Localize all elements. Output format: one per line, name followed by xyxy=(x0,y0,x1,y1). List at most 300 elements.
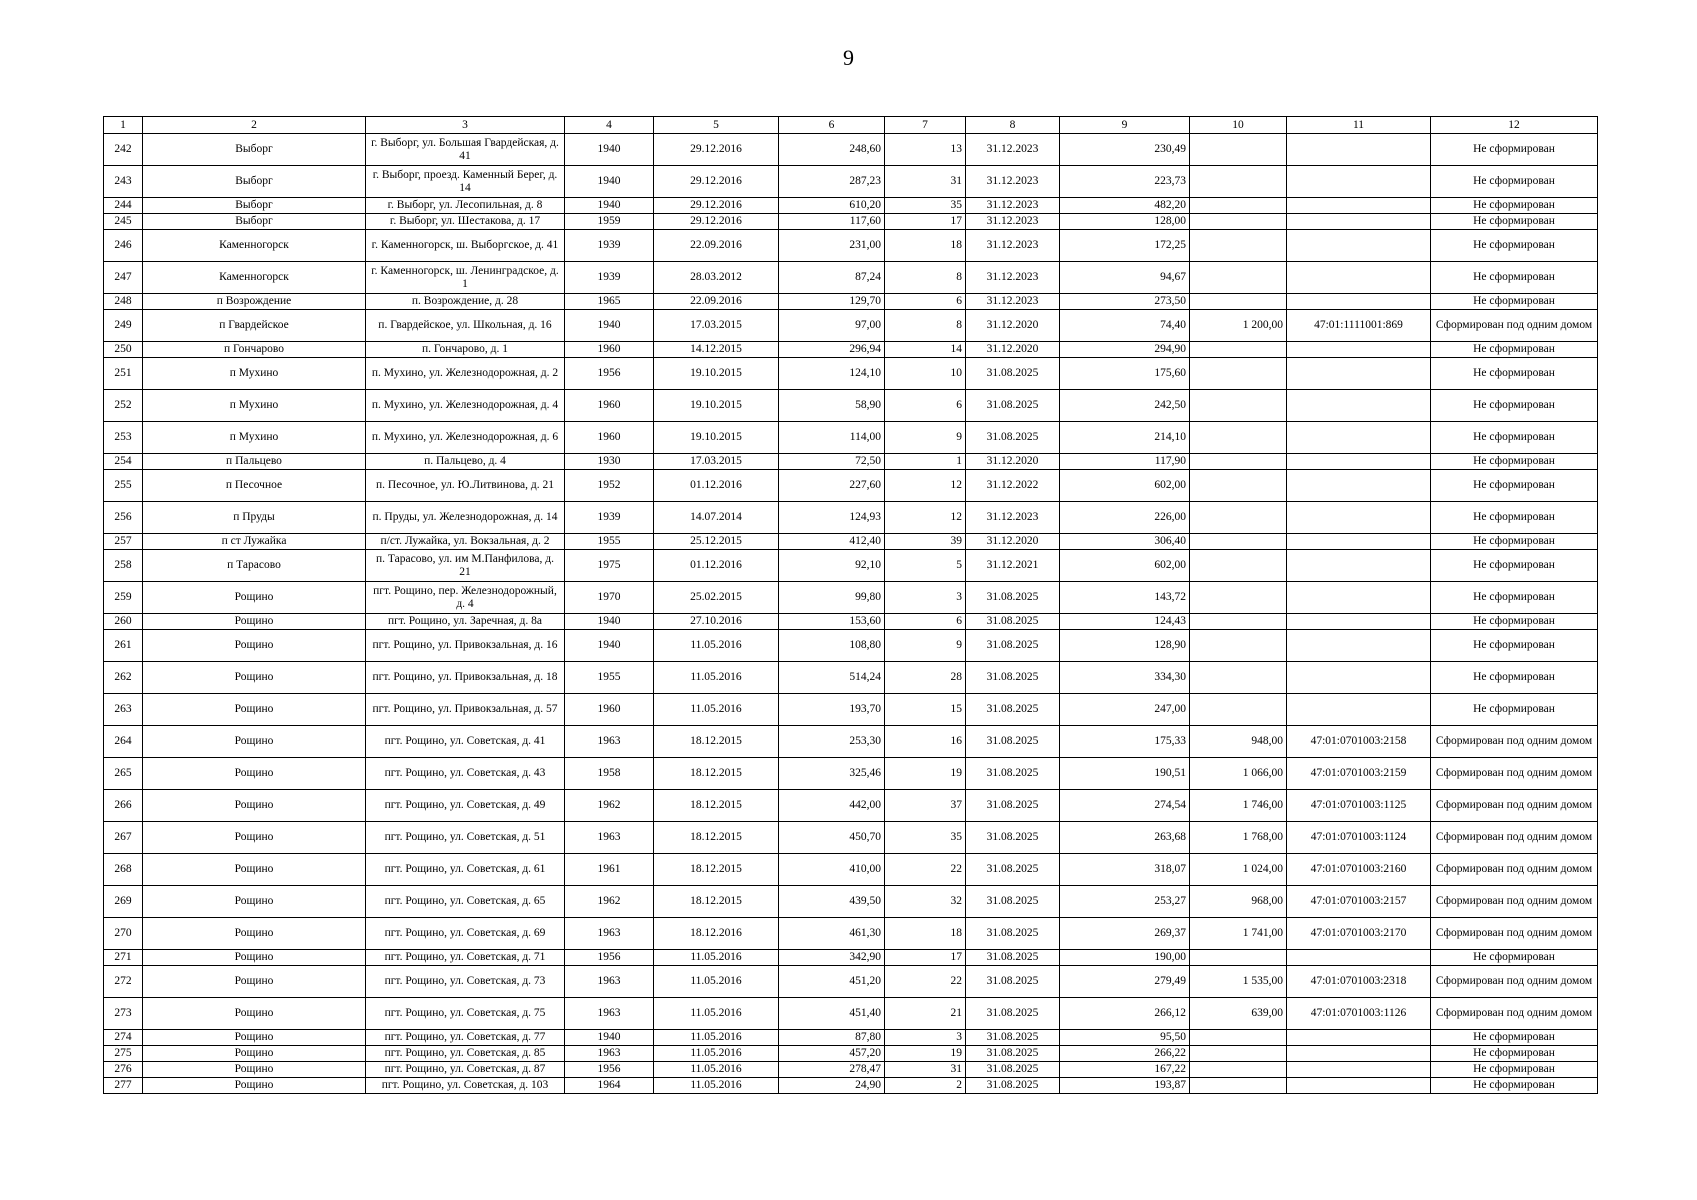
land-area-cell xyxy=(1190,358,1287,390)
locality-cell: п Мухино xyxy=(143,358,366,390)
land-status-cell: Сформирован под одним домом xyxy=(1431,790,1598,822)
planned-date-cell: 31.08.2025 xyxy=(966,582,1060,614)
area-cell: 278,47 xyxy=(779,1062,885,1078)
residents-count-cell: 8 xyxy=(885,310,966,342)
value-cell: 482,20 xyxy=(1060,198,1190,214)
recognition-date-cell: 11.05.2016 xyxy=(654,630,779,662)
planned-date-cell: 31.08.2025 xyxy=(966,822,1060,854)
value-cell: 117,90 xyxy=(1060,454,1190,470)
locality-cell: Рощино xyxy=(143,1062,366,1078)
column-header: 5 xyxy=(654,117,779,134)
land-area-cell: 948,00 xyxy=(1190,726,1287,758)
year-built-cell: 1955 xyxy=(565,534,654,550)
land-status-cell: Не сформирован xyxy=(1431,534,1598,550)
land-area-cell: 639,00 xyxy=(1190,998,1287,1030)
locality-cell: Каменногорск xyxy=(143,230,366,262)
value-cell: 279,49 xyxy=(1060,966,1190,998)
year-built-cell: 1940 xyxy=(565,1030,654,1046)
area-cell: 248,60 xyxy=(779,134,885,166)
land-status-cell: Не сформирован xyxy=(1431,166,1598,198)
table-row xyxy=(104,550,1598,582)
locality-cell: Рощино xyxy=(143,630,366,662)
table-row xyxy=(104,422,1598,454)
locality-cell: п Песочное xyxy=(143,470,366,502)
value-cell: 74,40 xyxy=(1060,310,1190,342)
recognition-date-cell: 18.12.2015 xyxy=(654,822,779,854)
recognition-date-cell: 18.12.2015 xyxy=(654,726,779,758)
planned-date-cell: 31.12.2023 xyxy=(966,166,1060,198)
column-header: 10 xyxy=(1190,117,1287,134)
table-row xyxy=(104,1062,1598,1078)
year-built-cell: 1956 xyxy=(565,1062,654,1078)
land-status-cell: Не сформирован xyxy=(1431,470,1598,502)
recognition-date-cell: 28.03.2012 xyxy=(654,262,779,294)
row-number-cell: 248 xyxy=(104,294,143,310)
table-row xyxy=(104,230,1598,262)
land-area-cell: 1 768,00 xyxy=(1190,822,1287,854)
locality-cell: Рощино xyxy=(143,614,366,630)
table-row xyxy=(104,966,1598,998)
land-status-cell: Не сформирован xyxy=(1431,582,1598,614)
planned-date-cell: 31.08.2025 xyxy=(966,886,1060,918)
land-area-cell xyxy=(1190,534,1287,550)
cadastral-number-cell xyxy=(1287,230,1431,262)
locality-cell: Выборг xyxy=(143,198,366,214)
address-cell: г. Каменногорск, ш. Выборгское, д. 41 xyxy=(366,230,565,262)
cadastral-number-cell: 47:01:0701003:2170 xyxy=(1287,918,1431,950)
locality-cell: Рощино xyxy=(143,1046,366,1062)
residents-count-cell: 31 xyxy=(885,1062,966,1078)
locality-cell: Рощино xyxy=(143,582,366,614)
value-cell: 230,49 xyxy=(1060,134,1190,166)
cadastral-number-cell xyxy=(1287,358,1431,390)
cadastral-number-cell: 47:01:1111001:869 xyxy=(1287,310,1431,342)
table-row xyxy=(104,470,1598,502)
land-area-cell xyxy=(1190,502,1287,534)
locality-cell: Рощино xyxy=(143,918,366,950)
planned-date-cell: 31.12.2020 xyxy=(966,342,1060,358)
land-area-cell: 1 535,00 xyxy=(1190,966,1287,998)
land-status-cell: Не сформирован xyxy=(1431,950,1598,966)
planned-date-cell: 31.12.2020 xyxy=(966,534,1060,550)
table-row xyxy=(104,1030,1598,1046)
recognition-date-cell: 29.12.2016 xyxy=(654,134,779,166)
recognition-date-cell: 18.12.2015 xyxy=(654,790,779,822)
area-cell: 325,46 xyxy=(779,758,885,790)
recognition-date-cell: 01.12.2016 xyxy=(654,470,779,502)
address-cell: пгт. Рощино, ул. Советская, д. 77 xyxy=(366,1030,565,1046)
address-cell: пгт. Рощино, ул. Советская, д. 43 xyxy=(366,758,565,790)
land-area-cell xyxy=(1190,550,1287,582)
recognition-date-cell: 14.07.2014 xyxy=(654,502,779,534)
residents-count-cell: 19 xyxy=(885,1046,966,1062)
table-row xyxy=(104,726,1598,758)
planned-date-cell: 31.08.2025 xyxy=(966,950,1060,966)
residents-count-cell: 9 xyxy=(885,422,966,454)
locality-cell: п ст Лужайка xyxy=(143,534,366,550)
value-cell: 95,50 xyxy=(1060,1030,1190,1046)
address-cell: пгт. Рощино, ул. Советская, д. 71 xyxy=(366,950,565,966)
cadastral-number-cell xyxy=(1287,950,1431,966)
land-status-cell: Не сформирован xyxy=(1431,694,1598,726)
value-cell: 143,72 xyxy=(1060,582,1190,614)
housing-registry-table xyxy=(103,116,1598,1094)
address-cell: пгт. Рощино, ул. Советская, д. 69 xyxy=(366,918,565,950)
land-area-cell: 1 066,00 xyxy=(1190,758,1287,790)
residents-count-cell: 18 xyxy=(885,230,966,262)
residents-count-cell: 17 xyxy=(885,950,966,966)
column-header-row xyxy=(104,117,1598,134)
row-number-cell: 258 xyxy=(104,550,143,582)
land-status-cell: Сформирован под одним домом xyxy=(1431,310,1598,342)
land-area-cell xyxy=(1190,230,1287,262)
locality-cell: Рощино xyxy=(143,822,366,854)
value-cell: 263,68 xyxy=(1060,822,1190,854)
area-cell: 296,94 xyxy=(779,342,885,358)
land-status-cell: Не сформирован xyxy=(1431,134,1598,166)
table-row xyxy=(104,214,1598,230)
address-cell: пгт. Рощино, ул. Советская, д. 41 xyxy=(366,726,565,758)
residents-count-cell: 32 xyxy=(885,886,966,918)
area-cell: 253,30 xyxy=(779,726,885,758)
row-number-cell: 245 xyxy=(104,214,143,230)
land-status-cell: Не сформирован xyxy=(1431,230,1598,262)
cadastral-number-cell xyxy=(1287,1078,1431,1094)
residents-count-cell: 2 xyxy=(885,1078,966,1094)
column-header: 6 xyxy=(779,117,885,134)
table-body xyxy=(104,134,1598,1094)
value-cell: 167,22 xyxy=(1060,1062,1190,1078)
value-cell: 190,51 xyxy=(1060,758,1190,790)
row-number-cell: 275 xyxy=(104,1046,143,1062)
locality-cell: Выборг xyxy=(143,214,366,230)
row-number-cell: 263 xyxy=(104,694,143,726)
table-row xyxy=(104,454,1598,470)
year-built-cell: 1955 xyxy=(565,662,654,694)
land-area-cell xyxy=(1190,134,1287,166)
year-built-cell: 1960 xyxy=(565,390,654,422)
value-cell: 269,37 xyxy=(1060,918,1190,950)
address-cell: г. Выборг, ул. Шестакова, д. 17 xyxy=(366,214,565,230)
row-number-cell: 249 xyxy=(104,310,143,342)
area-cell: 227,60 xyxy=(779,470,885,502)
locality-cell: Каменногорск xyxy=(143,262,366,294)
land-status-cell: Не сформирован xyxy=(1431,1062,1598,1078)
cadastral-number-cell xyxy=(1287,342,1431,358)
value-cell: 193,87 xyxy=(1060,1078,1190,1094)
land-status-cell: Сформирован под одним домом xyxy=(1431,918,1598,950)
land-area-cell xyxy=(1190,294,1287,310)
land-area-cell xyxy=(1190,1078,1287,1094)
table-row xyxy=(104,614,1598,630)
area-cell: 287,23 xyxy=(779,166,885,198)
year-built-cell: 1940 xyxy=(565,198,654,214)
planned-date-cell: 31.12.2023 xyxy=(966,502,1060,534)
recognition-date-cell: 11.05.2016 xyxy=(654,966,779,998)
address-cell: г. Выборг, ул. Большая Гвардейская, д. 41 xyxy=(366,134,565,166)
planned-date-cell: 31.08.2025 xyxy=(966,390,1060,422)
year-built-cell: 1975 xyxy=(565,550,654,582)
recognition-date-cell: 27.10.2016 xyxy=(654,614,779,630)
locality-cell: п Гончарово xyxy=(143,342,366,358)
area-cell: 72,50 xyxy=(779,454,885,470)
cadastral-number-cell: 47:01:0701003:1126 xyxy=(1287,998,1431,1030)
land-status-cell: Сформирован под одним домом xyxy=(1431,854,1598,886)
page-number: 9 xyxy=(843,45,854,70)
land-area-cell xyxy=(1190,342,1287,358)
land-status-cell: Сформирован под одним домом xyxy=(1431,998,1598,1030)
year-built-cell: 1963 xyxy=(565,918,654,950)
value-cell: 128,00 xyxy=(1060,214,1190,230)
row-number-cell: 259 xyxy=(104,582,143,614)
row-number-cell: 254 xyxy=(104,454,143,470)
table-row xyxy=(104,1046,1598,1062)
area-cell: 193,70 xyxy=(779,694,885,726)
area-cell: 124,10 xyxy=(779,358,885,390)
area-cell: 461,30 xyxy=(779,918,885,950)
row-number-cell: 252 xyxy=(104,390,143,422)
planned-date-cell: 31.08.2025 xyxy=(966,758,1060,790)
row-number-cell: 274 xyxy=(104,1030,143,1046)
address-cell: пгт. Рощино, ул. Привокзальная, д. 57 xyxy=(366,694,565,726)
value-cell: 214,10 xyxy=(1060,422,1190,454)
year-built-cell: 1956 xyxy=(565,950,654,966)
land-area-cell xyxy=(1190,662,1287,694)
recognition-date-cell: 11.05.2016 xyxy=(654,950,779,966)
year-built-cell: 1965 xyxy=(565,294,654,310)
land-area-cell: 1 024,00 xyxy=(1190,854,1287,886)
value-cell: 175,33 xyxy=(1060,726,1190,758)
address-cell: пгт. Рощино, ул. Привокзальная, д. 16 xyxy=(366,630,565,662)
row-number-cell: 264 xyxy=(104,726,143,758)
address-cell: пгт. Рощино, ул. Советская, д. 87 xyxy=(366,1062,565,1078)
value-cell: 602,00 xyxy=(1060,470,1190,502)
area-cell: 24,90 xyxy=(779,1078,885,1094)
recognition-date-cell: 19.10.2015 xyxy=(654,390,779,422)
locality-cell: Рощино xyxy=(143,694,366,726)
value-cell: 266,22 xyxy=(1060,1046,1190,1062)
area-cell: 451,20 xyxy=(779,966,885,998)
land-status-cell: Сформирован под одним домом xyxy=(1431,966,1598,998)
recognition-date-cell: 01.12.2016 xyxy=(654,550,779,582)
row-number-cell: 250 xyxy=(104,342,143,358)
table-row xyxy=(104,854,1598,886)
locality-cell: Выборг xyxy=(143,134,366,166)
address-cell: п. Пруды, ул. Железнодорожная, д. 14 xyxy=(366,502,565,534)
row-number-cell: 269 xyxy=(104,886,143,918)
table-row xyxy=(104,310,1598,342)
row-number-cell: 251 xyxy=(104,358,143,390)
recognition-date-cell: 18.12.2015 xyxy=(654,886,779,918)
column-header: 9 xyxy=(1060,117,1190,134)
area-cell: 108,80 xyxy=(779,630,885,662)
land-area-cell: 1 200,00 xyxy=(1190,310,1287,342)
area-cell: 450,70 xyxy=(779,822,885,854)
land-status-cell: Сформирован под одним домом xyxy=(1431,726,1598,758)
land-status-cell: Не сформирован xyxy=(1431,198,1598,214)
table-row xyxy=(104,262,1598,294)
value-cell: 190,00 xyxy=(1060,950,1190,966)
column-header: 12 xyxy=(1431,117,1598,134)
value-cell: 602,00 xyxy=(1060,550,1190,582)
year-built-cell: 1960 xyxy=(565,342,654,358)
recognition-date-cell: 14.12.2015 xyxy=(654,342,779,358)
table-row xyxy=(104,534,1598,550)
column-header: 2 xyxy=(143,117,366,134)
locality-cell: п Гвардейское xyxy=(143,310,366,342)
planned-date-cell: 31.12.2023 xyxy=(966,262,1060,294)
land-area-cell xyxy=(1190,422,1287,454)
land-status-cell: Не сформирован xyxy=(1431,358,1598,390)
year-built-cell: 1939 xyxy=(565,502,654,534)
column-header: 8 xyxy=(966,117,1060,134)
residents-count-cell: 14 xyxy=(885,342,966,358)
locality-cell: Выборг xyxy=(143,166,366,198)
recognition-date-cell: 22.09.2016 xyxy=(654,294,779,310)
planned-date-cell: 31.12.2020 xyxy=(966,454,1060,470)
address-cell: п. Гвардейское, ул. Школьная, д. 16 xyxy=(366,310,565,342)
residents-count-cell: 39 xyxy=(885,534,966,550)
planned-date-cell: 31.08.2025 xyxy=(966,630,1060,662)
address-cell: пгт. Рощино, ул. Советская, д. 85 xyxy=(366,1046,565,1062)
value-cell: 253,27 xyxy=(1060,886,1190,918)
planned-date-cell: 31.12.2020 xyxy=(966,310,1060,342)
address-cell: п. Тарасово, ул. им М.Панфилова, д. 21 xyxy=(366,550,565,582)
row-number-cell: 270 xyxy=(104,918,143,950)
cadastral-number-cell: 47:01:0701003:2158 xyxy=(1287,726,1431,758)
address-cell: пгт. Рощино, ул. Советская, д. 51 xyxy=(366,822,565,854)
area-cell: 114,00 xyxy=(779,422,885,454)
table-row xyxy=(104,886,1598,918)
cadastral-number-cell xyxy=(1287,502,1431,534)
planned-date-cell: 31.08.2025 xyxy=(966,614,1060,630)
address-cell: пгт. Рощино, ул. Советская, д. 61 xyxy=(366,854,565,886)
value-cell: 124,43 xyxy=(1060,614,1190,630)
table-row xyxy=(104,390,1598,422)
land-status-cell: Не сформирован xyxy=(1431,262,1598,294)
residents-count-cell: 21 xyxy=(885,998,966,1030)
residents-count-cell: 6 xyxy=(885,614,966,630)
row-number-cell: 272 xyxy=(104,966,143,998)
year-built-cell: 1952 xyxy=(565,470,654,502)
row-number-cell: 257 xyxy=(104,534,143,550)
table-row xyxy=(104,358,1598,390)
value-cell: 242,50 xyxy=(1060,390,1190,422)
table-row xyxy=(104,166,1598,198)
locality-cell: Рощино xyxy=(143,966,366,998)
row-number-cell: 268 xyxy=(104,854,143,886)
cadastral-number-cell xyxy=(1287,214,1431,230)
planned-date-cell: 31.12.2023 xyxy=(966,214,1060,230)
planned-date-cell: 31.08.2025 xyxy=(966,790,1060,822)
cadastral-number-cell xyxy=(1287,1030,1431,1046)
locality-cell: п Пальцево xyxy=(143,454,366,470)
recognition-date-cell: 11.05.2016 xyxy=(654,694,779,726)
cadastral-number-cell xyxy=(1287,582,1431,614)
locality-cell: п Возрождение xyxy=(143,294,366,310)
cadastral-number-cell xyxy=(1287,134,1431,166)
table-row xyxy=(104,134,1598,166)
value-cell: 274,54 xyxy=(1060,790,1190,822)
row-number-cell: 277 xyxy=(104,1078,143,1094)
value-cell: 266,12 xyxy=(1060,998,1190,1030)
recognition-date-cell: 18.12.2016 xyxy=(654,918,779,950)
row-number-cell: 273 xyxy=(104,998,143,1030)
locality-cell: п Пруды xyxy=(143,502,366,534)
land-status-cell: Не сформирован xyxy=(1431,1030,1598,1046)
area-cell: 451,40 xyxy=(779,998,885,1030)
address-cell: пгт. Рощино, ул. Советская, д. 73 xyxy=(366,966,565,998)
value-cell: 223,73 xyxy=(1060,166,1190,198)
address-cell: г. Выборг, ул. Лесопильная, д. 8 xyxy=(366,198,565,214)
table-row xyxy=(104,950,1598,966)
land-status-cell: Не сформирован xyxy=(1431,454,1598,470)
row-number-cell: 267 xyxy=(104,822,143,854)
address-cell: п. Пальцево, д. 4 xyxy=(366,454,565,470)
row-number-cell: 253 xyxy=(104,422,143,454)
table-row xyxy=(104,758,1598,790)
residents-count-cell: 3 xyxy=(885,1030,966,1046)
cadastral-number-cell xyxy=(1287,614,1431,630)
land-status-cell: Не сформирован xyxy=(1431,502,1598,534)
cadastral-number-cell xyxy=(1287,390,1431,422)
address-cell: пгт. Рощино, ул. Заречная, д. 8а xyxy=(366,614,565,630)
value-cell: 273,50 xyxy=(1060,294,1190,310)
recognition-date-cell: 22.09.2016 xyxy=(654,230,779,262)
land-status-cell: Не сформирован xyxy=(1431,630,1598,662)
planned-date-cell: 31.08.2025 xyxy=(966,1046,1060,1062)
area-cell: 412,40 xyxy=(779,534,885,550)
address-cell: пгт. Рощино, пер. Железнодорожный, д. 4 xyxy=(366,582,565,614)
land-area-cell xyxy=(1190,390,1287,422)
recognition-date-cell: 29.12.2016 xyxy=(654,214,779,230)
area-cell: 342,90 xyxy=(779,950,885,966)
area-cell: 231,00 xyxy=(779,230,885,262)
planned-date-cell: 31.08.2025 xyxy=(966,694,1060,726)
land-status-cell: Сформирован под одним домом xyxy=(1431,886,1598,918)
value-cell: 226,00 xyxy=(1060,502,1190,534)
land-status-cell: Сформирован под одним домом xyxy=(1431,822,1598,854)
row-number-cell: 256 xyxy=(104,502,143,534)
value-cell: 294,90 xyxy=(1060,342,1190,358)
address-cell: пгт. Рощино, ул. Советская, д. 49 xyxy=(366,790,565,822)
planned-date-cell: 31.12.2023 xyxy=(966,230,1060,262)
locality-cell: Рощино xyxy=(143,1078,366,1094)
land-area-cell xyxy=(1190,198,1287,214)
locality-cell: Рощино xyxy=(143,758,366,790)
land-area-cell: 968,00 xyxy=(1190,886,1287,918)
land-status-cell: Не сформирован xyxy=(1431,550,1598,582)
area-cell: 439,50 xyxy=(779,886,885,918)
address-cell: пгт. Рощино, ул. Советская, д. 75 xyxy=(366,998,565,1030)
cadastral-number-cell: 47:01:0701003:1124 xyxy=(1287,822,1431,854)
residents-count-cell: 10 xyxy=(885,358,966,390)
area-cell: 129,70 xyxy=(779,294,885,310)
row-number-cell: 255 xyxy=(104,470,143,502)
land-area-cell xyxy=(1190,1030,1287,1046)
value-cell: 306,40 xyxy=(1060,534,1190,550)
planned-date-cell: 31.08.2025 xyxy=(966,1078,1060,1094)
table-row xyxy=(104,582,1598,614)
planned-date-cell: 31.08.2025 xyxy=(966,918,1060,950)
land-status-cell: Не сформирован xyxy=(1431,1078,1598,1094)
recognition-date-cell: 25.12.2015 xyxy=(654,534,779,550)
year-built-cell: 1961 xyxy=(565,854,654,886)
row-number-cell: 246 xyxy=(104,230,143,262)
area-cell: 514,24 xyxy=(779,662,885,694)
year-built-cell: 1939 xyxy=(565,262,654,294)
row-number-cell: 247 xyxy=(104,262,143,294)
